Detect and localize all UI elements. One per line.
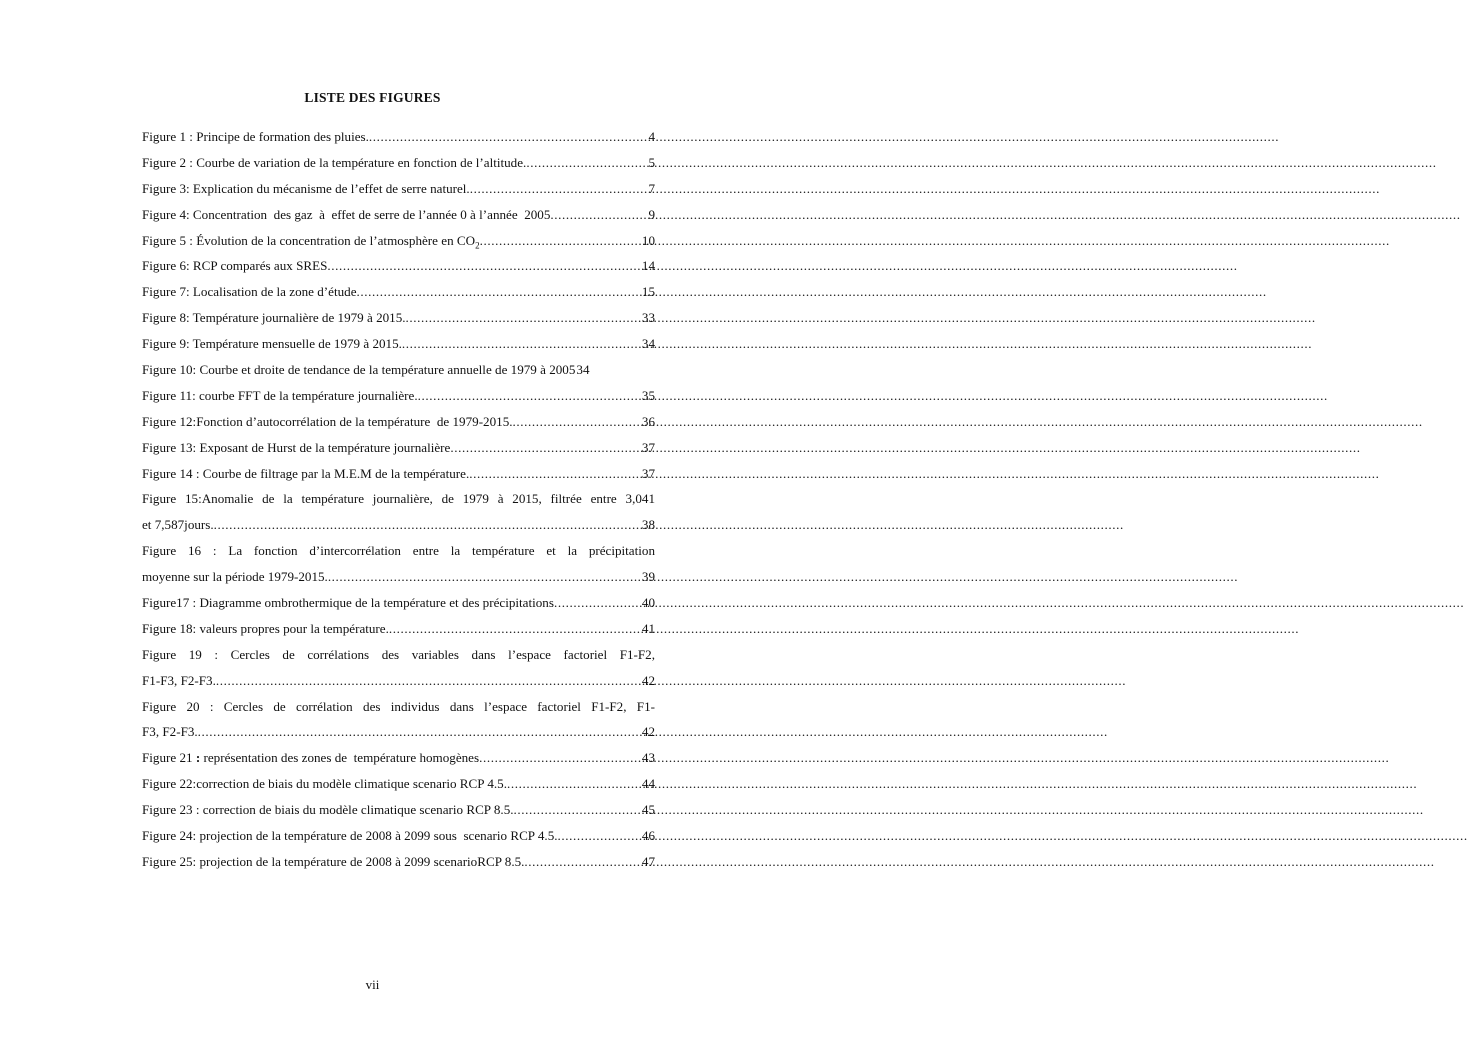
toc-entry-17[interactable] bbox=[142, 590, 655, 616]
toc-entry-text: F1-F3, F2-F3. bbox=[142, 672, 216, 688]
toc-entry-text: Figure 6: RCP comparés aux SRES bbox=[142, 258, 328, 274]
dot-leader bbox=[389, 616, 641, 642]
dot-leader bbox=[469, 461, 641, 487]
toc-entry-16-line1[interactable] bbox=[142, 538, 655, 564]
toc-entry-text: Figure 4: Concentration des gaz à effet de serre de l’année 0 à l’année 2005 bbox=[142, 206, 551, 222]
dot-leader bbox=[554, 590, 641, 616]
dot-leader bbox=[507, 771, 641, 797]
toc-entry-page: 46 bbox=[641, 828, 655, 844]
dot-leader bbox=[402, 331, 641, 357]
toc-entry-page: 37 bbox=[641, 439, 655, 455]
dot-leader bbox=[406, 305, 641, 331]
toc-entry-page: 7 bbox=[648, 180, 655, 196]
toc-entry-page: 44 bbox=[641, 776, 655, 792]
toc-entry-text: Figure 24: projection de la température de 2008 à 2099 sous scenario RCP 4.5. bbox=[142, 828, 558, 844]
toc-entry-text: Figure 23 : correction de biais du modèle climatique scenario RCP 8.5. bbox=[142, 802, 514, 818]
dot-leader bbox=[450, 435, 641, 461]
toc-entry-page: 34 bbox=[576, 362, 590, 378]
toc-entry-7[interactable] bbox=[142, 279, 655, 305]
toc-entry-text: Figure 14 : Courbe de filtrage par la M.E.M de la température. bbox=[142, 465, 470, 481]
toc-entry-20-line1[interactable] bbox=[142, 694, 655, 720]
toc-entry-page: 40 bbox=[641, 595, 655, 611]
toc-entry-text: Figure 16 : La fonction d’intercorrélation entre la température et la précipitation bbox=[142, 543, 655, 559]
toc-entry-19-line1[interactable] bbox=[142, 642, 655, 668]
toc-entry-2[interactable] bbox=[142, 150, 655, 176]
toc-entry-text: Figure 3: Explication du mécanisme de l’effet de serre naturel. bbox=[142, 180, 470, 196]
toc-entry-text: Figure17 : Diagramme ombrothermique de la température et des précipitations bbox=[142, 595, 554, 611]
dot-leader bbox=[369, 124, 648, 150]
toc-entry-page: 43 bbox=[641, 750, 655, 766]
toc-entry-page: 4 bbox=[648, 129, 655, 144]
toc-entry-text-rest: représentation des zones de température homogènes bbox=[200, 750, 480, 766]
toc-entry-page: 42 bbox=[641, 724, 655, 740]
toc-entry-text bbox=[142, 745, 479, 771]
page-title: LISTE DES FIGURES bbox=[304, 90, 441, 105]
dot-leader bbox=[526, 150, 647, 176]
toc-entry-25[interactable] bbox=[142, 849, 655, 875]
toc-entry-page: 37 bbox=[641, 465, 655, 481]
dot-leader bbox=[327, 253, 641, 279]
toc-entry-page: 45 bbox=[641, 802, 655, 818]
dot-leader bbox=[216, 668, 641, 694]
toc-entry-text bbox=[142, 228, 480, 254]
dot-leader bbox=[513, 409, 641, 435]
subscript-two: 2 bbox=[475, 240, 480, 251]
toc-entry-8[interactable] bbox=[142, 305, 655, 331]
dot-leader bbox=[418, 383, 641, 409]
toc-entry-11[interactable] bbox=[142, 383, 655, 409]
toc-entry-12[interactable] bbox=[142, 409, 655, 435]
toc-entry-page: 36 bbox=[641, 413, 655, 429]
toc-entry-page: 47 bbox=[641, 853, 655, 869]
dot-leader bbox=[357, 279, 641, 305]
dot-leader bbox=[198, 719, 641, 745]
toc-entry-text: moyenne sur la période 1979-2015. bbox=[142, 569, 328, 585]
toc-entry-page: 10 bbox=[641, 232, 655, 248]
toc-entry-page: 35 bbox=[641, 387, 655, 403]
toc-entry-20[interactable] bbox=[142, 719, 655, 745]
toc-entry-16[interactable] bbox=[142, 564, 655, 590]
figure-list bbox=[142, 124, 655, 875]
toc-entry-page: 39 bbox=[641, 569, 655, 585]
toc-entry-text: Figure 11: courbe FFT de la température journalière. bbox=[142, 387, 418, 403]
toc-entry-text: Figure 25: projection de la température de 2008 à 2099 scenarioRCP 8.5. bbox=[142, 853, 525, 869]
dot-leader bbox=[470, 176, 648, 202]
dot-leader bbox=[524, 849, 640, 875]
toc-entry-text: Figure 9: Température mensuelle de 1979 à 2015. bbox=[142, 336, 402, 352]
toc-entry-page: 41 bbox=[641, 620, 655, 636]
toc-entry-text: Figure 20 : Cercles de corrélation des individus dans l’espace factoriel F1-F2, F1- bbox=[142, 698, 655, 714]
bold-colon: : bbox=[195, 750, 201, 766]
toc-entry-text: et 7,587jours. bbox=[142, 517, 214, 533]
toc-entry-19[interactable] bbox=[142, 668, 655, 694]
dot-leader bbox=[480, 228, 641, 254]
toc-entry-text: F3, F2-F3. bbox=[142, 724, 198, 740]
toc-entry-1[interactable] bbox=[142, 124, 655, 150]
toc-entry-15-line1[interactable] bbox=[142, 486, 655, 512]
dot-leader bbox=[328, 564, 641, 590]
toc-entry-page: 14 bbox=[641, 258, 655, 274]
toc-entry-9[interactable] bbox=[142, 331, 655, 357]
toc-entry-page: 42 bbox=[641, 672, 655, 688]
dot-leader bbox=[558, 823, 641, 849]
toc-entry-text-main: Figure 5 : Évolution de la concentration de l’atmosphère en CO bbox=[142, 232, 476, 248]
toc-entry-text: Figure 19 : Cercles de corrélations des variables dans l’espace factoriel F1-F2, bbox=[142, 646, 655, 662]
dot-leader bbox=[479, 745, 641, 771]
toc-entry-22[interactable] bbox=[142, 771, 655, 797]
toc-entry-text: Figure 18: valeurs propres pour la température. bbox=[142, 620, 389, 636]
toc-entry-page: 33 bbox=[641, 310, 655, 326]
toc-entry-14[interactable] bbox=[142, 461, 655, 487]
toc-entry-4[interactable] bbox=[142, 202, 655, 228]
toc-entry-text: Figure 15:Anomalie de la température journalière, de 1979 à 2015, filtrée entre 3,041 bbox=[142, 491, 655, 507]
toc-entry-18[interactable] bbox=[142, 616, 655, 642]
toc-entry-page: 15 bbox=[641, 284, 655, 300]
toc-entry-text: Figure 10: Courbe et droite de tendance de la température annuelle de 1979 à 2005 bbox=[142, 362, 576, 378]
toc-entry-24[interactable] bbox=[142, 823, 655, 849]
toc-entry-text: Figure 12:Fonction d’autocorrélation de la température de 1979-2015. bbox=[142, 413, 513, 429]
dot-leader bbox=[550, 202, 647, 228]
toc-entry-13[interactable] bbox=[142, 435, 655, 461]
toc-entry-text: Figure 13: Exposant de Hurst de la température journalière bbox=[142, 439, 451, 455]
toc-entry-page: 38 bbox=[641, 517, 655, 533]
toc-entry-15[interactable] bbox=[142, 512, 655, 538]
toc-entry-page: 5 bbox=[648, 154, 655, 170]
toc-entry-21[interactable] bbox=[142, 745, 655, 771]
toc-entry-10[interactable] bbox=[142, 357, 655, 383]
toc-entry-5[interactable] bbox=[142, 228, 655, 254]
toc-entry-3[interactable] bbox=[142, 176, 655, 202]
toc-entry-text: Figure 1 : Principe de formation des pluies. bbox=[142, 129, 369, 144]
toc-entry-text: Figure 8: Température journalière de 1979 à 2015. bbox=[142, 310, 406, 326]
toc-entry-text: Figure 7: Localisation de la zone d’étude bbox=[142, 284, 357, 300]
dot-leader bbox=[214, 512, 641, 538]
toc-entry-text: Figure 2 : Courbe de variation de la température en fonction de l’altitude. bbox=[142, 154, 527, 170]
toc-entry-page: 9 bbox=[648, 206, 655, 222]
toc-entry-text: Figure 22:correction de biais du modèle climatique scenario RCP 4.5. bbox=[142, 776, 507, 792]
dot-leader bbox=[514, 797, 641, 823]
toc-entry-text-label: Figure 21 bbox=[142, 750, 193, 766]
toc-entry-6[interactable] bbox=[142, 253, 655, 279]
page-number: vii bbox=[365, 977, 380, 992]
toc-entry-page: 34 bbox=[641, 336, 655, 352]
toc-entry-23[interactable] bbox=[142, 797, 655, 823]
